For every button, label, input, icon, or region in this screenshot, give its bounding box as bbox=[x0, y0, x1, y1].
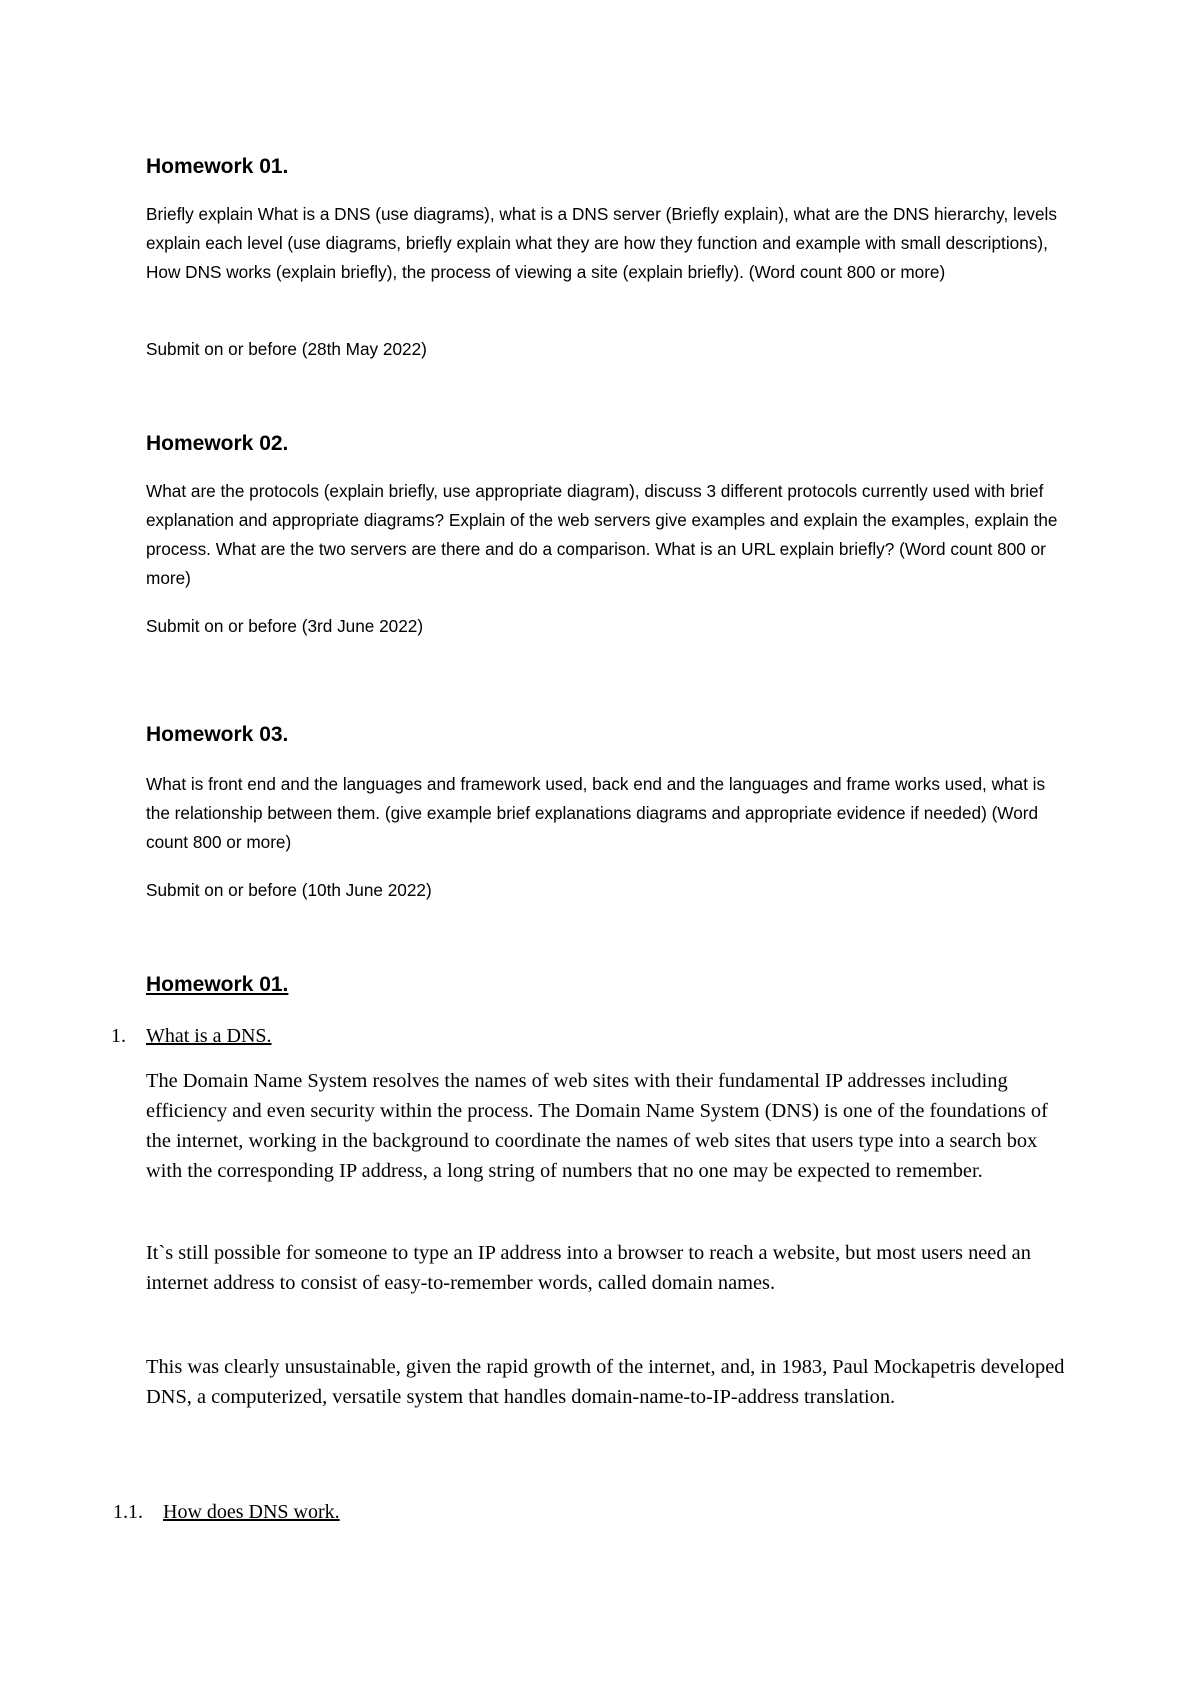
section-1-1-number: 1.1. bbox=[113, 1501, 143, 1523]
section-1-title: What is a DNS. bbox=[146, 1025, 272, 1047]
homework-02-heading: Homework 02. bbox=[146, 432, 289, 455]
section-1-1-title: How does DNS work. bbox=[163, 1501, 340, 1523]
section-1-paragraph-2: It`s still possible for someone to type an IP address into a browser to reach a website, but most users need an internet address to consist of easy-to-remember words, called domain names. bbox=[146, 1242, 1031, 1294]
homework-02-description: What are the protocols (explain briefly, use appropriate diagram), discuss 3 different protocols currently used with brief explanation and appropriate diagrams? Explain of the web servers give examples and explain the examples, explain the process. What are the two servers are there and do a comparison. What is an URL explain briefly? (Word count 800 or more) bbox=[146, 481, 1058, 588]
homework-03-deadline: Submit on or before (10th June 2022) bbox=[146, 880, 432, 900]
answer-heading: Homework 01. bbox=[146, 973, 289, 996]
homework-03-description: What is front end and the languages and framework used, back end and the languages and frame works used, what is the relationship between them. (give example brief explanations diagrams and appropriate evidence if needed) (Word count 800 or more) bbox=[146, 774, 1046, 852]
section-1-number: 1. bbox=[111, 1025, 126, 1047]
homework-03-heading: Homework 03. bbox=[146, 723, 289, 746]
section-1-paragraph-3: This was clearly unsustainable, given the rapid growth of the internet, and, in 1983, Paul Mockapetris developed DNS, a computerized, versatile system that handles domain-name-to-IP-address translation. bbox=[146, 1356, 1065, 1408]
section-1-paragraph-1: The Domain Name System resolves the names of web sites with their fundamental IP addresses including efficiency and even security within the process. The Domain Name System (DNS) is one of the foundations of the internet, working in the background to coordinate the names of web sites that users type into a search box with the corresponding IP address, a long string of numbers that no one may be expected to remember. bbox=[146, 1070, 1048, 1182]
homework-01-deadline: Submit on or before (28th May 2022) bbox=[146, 339, 427, 359]
homework-02-deadline: Submit on or before (3rd June 2022) bbox=[146, 616, 424, 636]
homework-01-description: Briefly explain What is a DNS (use diagrams), what is a DNS server (Briefly explain), what are the DNS hierarchy, levels explain each level (use diagrams, briefly explain what they are how they function and example with small descriptions), How DNS works (explain briefly), the process of viewing a site (explain briefly). (Word count 800 or more) bbox=[146, 204, 1057, 282]
homework-01-heading: Homework 01. bbox=[146, 155, 289, 178]
